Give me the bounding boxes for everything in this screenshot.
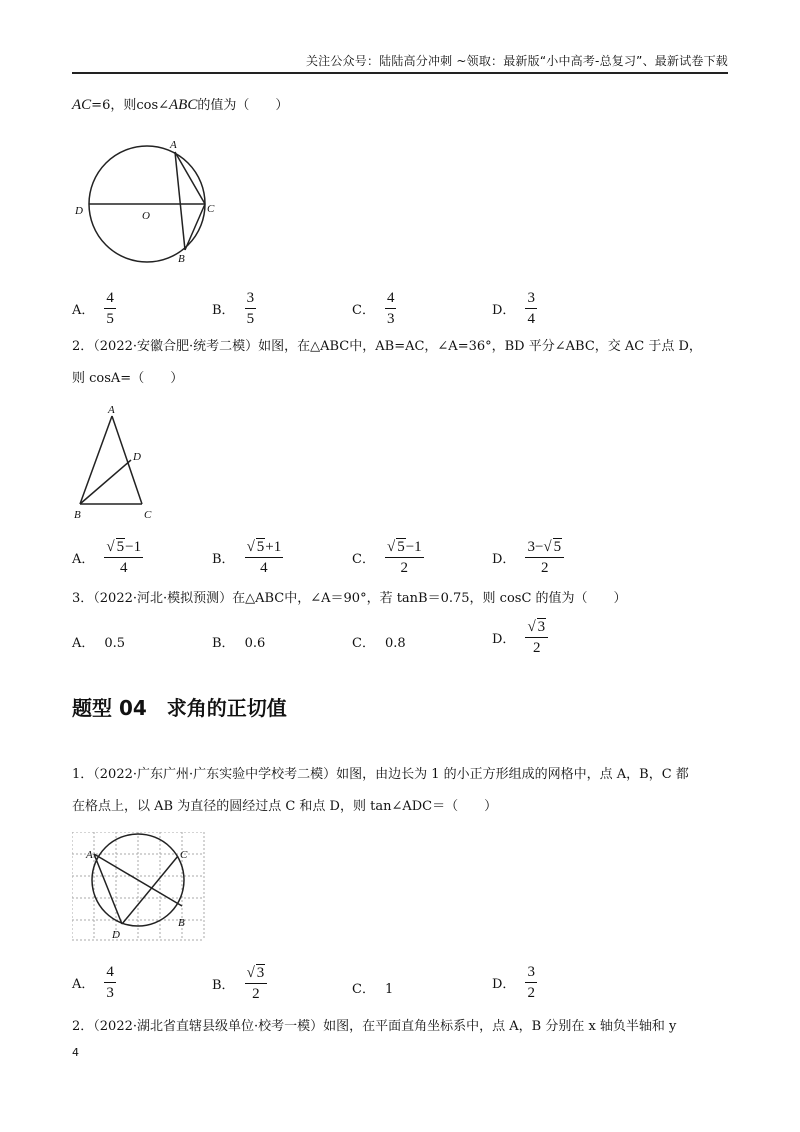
label-C: C — [180, 849, 188, 861]
q2-option-a[interactable]: A． $\frac{√ 5-1}{4}$ — [72, 539, 142, 576]
q-prev-option-d[interactable]: D． $\frac{3}{4}$ — [492, 290, 535, 327]
q3-option-d[interactable]: D． $\frac{√ 3}{2}$ — [492, 618, 548, 656]
q4-option-d[interactable]: D． $\frac{3}{2}$ — [492, 964, 535, 1001]
label-A: A — [86, 849, 93, 861]
q-prev-option-b[interactable]: B． $\frac{3}{5}$ — [212, 290, 255, 327]
label-B: B — [178, 917, 185, 929]
label-O: O — [142, 210, 150, 222]
page-number: 4 — [72, 1046, 79, 1059]
label-D: D — [75, 205, 83, 217]
q2-stem-line2: 则 cosA=（ ） — [72, 371, 184, 386]
label-A: A — [108, 404, 115, 416]
label-C: C — [144, 509, 152, 521]
circle-figure-1 — [72, 132, 232, 272]
section-title: 题型 04 求角的正切值 — [72, 696, 287, 720]
label-D: D — [112, 929, 120, 941]
q3-stem: 3．（2022·河北·模拟预测）在△ABC中，∠A＝90°，若 tanB＝0.75，则 cosC 的值为（ ） — [72, 591, 627, 606]
q3-option-c[interactable]: C． 0.8 — [352, 636, 406, 651]
q2-stem-line1: 2．（2022·安徽合肥·统考二模）如图，在△ABC中，AB=AC，∠A=36°，BD 平分∠ABC，交 AC 于点 D， — [72, 339, 702, 354]
q-prev-option-c[interactable]: C． $\frac{4}{3}$ — [352, 290, 395, 327]
q-prev-stem: AC=6，则cos∠ABC的值为（ ） — [72, 97, 289, 113]
label-C: C — [207, 203, 215, 215]
q3-option-b[interactable]: B． 0.6 — [212, 636, 266, 651]
grid-circle-figure — [72, 832, 206, 942]
header-divider — [72, 72, 728, 74]
q2-option-d[interactable]: D． $\frac{3-√ 5}{2}$ — [492, 538, 564, 576]
q4-stem-line1: 1．（2022·广东广州·广东实验中学校考二模）如图，由边长为 1 的小正方形组成的网格中，点 A，B，C 都 — [72, 767, 689, 782]
q2-option-b[interactable]: B． $\frac{√ 5+1}{4}$ — [212, 539, 282, 576]
label-B: B — [74, 509, 81, 521]
header-text: 关注公众号：陆陆高分冲刺 ~领取：最新版“小中高考-总复习”、最新试卷下载 — [305, 54, 728, 68]
label-D: D — [133, 451, 141, 463]
q4-option-b[interactable]: B． $\frac{√ 3}{2}$ — [212, 964, 267, 1002]
q3-option-a[interactable]: A． 0.5 — [72, 636, 126, 651]
triangle-figure — [70, 402, 170, 524]
q4-stem-line2: 在格点上，以 AB 为直径的圆经过点 C 和点 D，则 tan∠ADC＝（ ） — [72, 799, 498, 814]
q2-option-c[interactable]: C． $\frac{√ 5-1}{2}$ — [352, 539, 422, 576]
label-A: A — [170, 139, 177, 151]
q4-option-a[interactable]: A． $\frac{4}{3}$ — [72, 964, 114, 1001]
q4-option-c[interactable]: C． 1 — [352, 982, 394, 997]
q5-stem-line1: 2．（2022·湖北省直辖县级单位·校考一模）如图，在平面直角坐标系中，点 A，B 分别在 x 轴负半轴和 y — [72, 1019, 677, 1034]
q-prev-option-a[interactable]: A． $\frac{4}{5}$ — [72, 290, 114, 327]
label-B: B — [178, 253, 185, 265]
